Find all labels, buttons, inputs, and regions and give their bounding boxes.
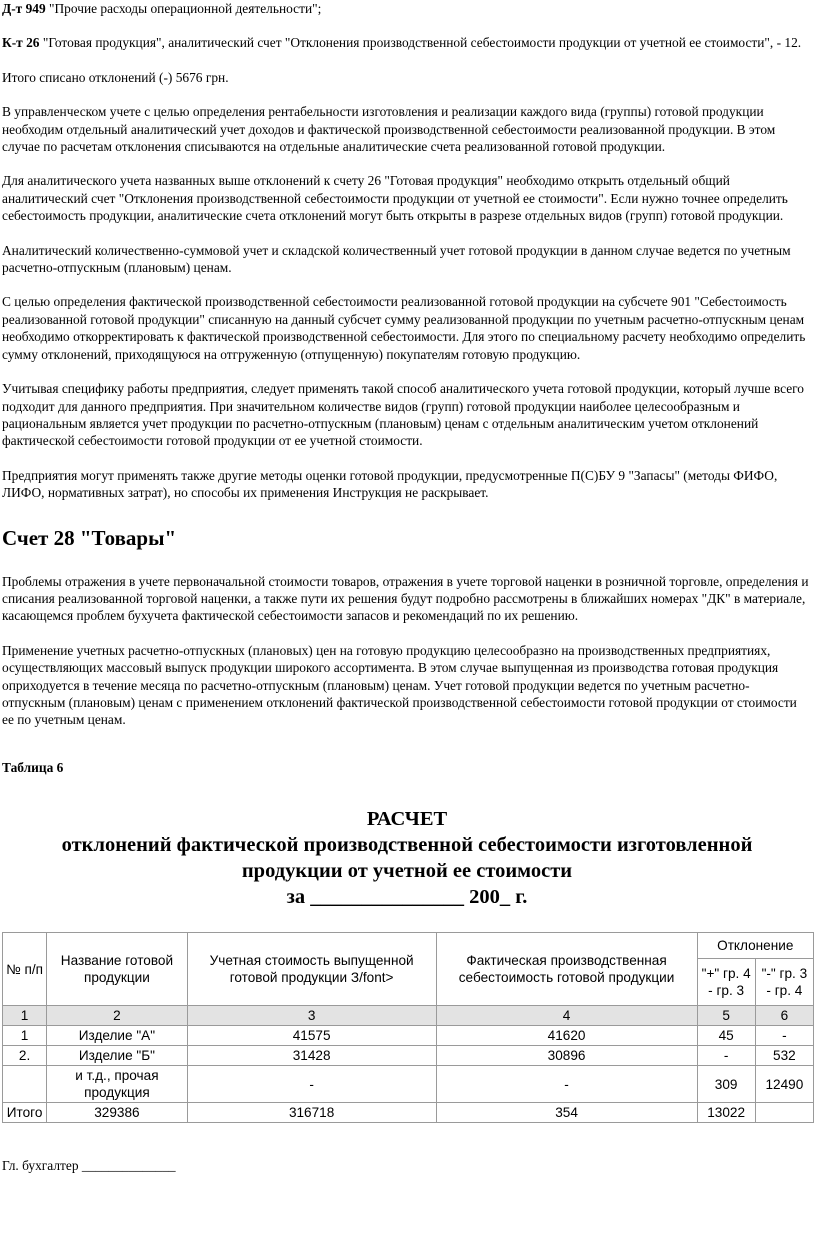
table-cell: 41575 [187,1026,436,1046]
header-actual-cost: Фактическая производственная себестоимость готовой продукции [436,933,697,1006]
table-header-row [3,933,814,959]
calc-title-line: отклонений фактической производственной себестоимости изготовленной [61,834,753,857]
paragraph: Аналитический количественно-суммовой учет и складской количественный учет готовой продукции в данном случае ведется по учетным расчетно-отпускным (плановым) ценам. [2,242,791,276]
table-cell: 329386 [47,1103,188,1123]
calc-title-line: за _______________ 200_ г. [286,886,528,909]
header-account-cost: Учетная стоимость выпущенной готовой продукции З/font> [187,933,436,1006]
table-cell: Изделие "А" [47,1026,188,1046]
table-cell [3,1066,47,1103]
table-cell: 2. [3,1046,47,1066]
table-row [3,1066,814,1103]
debit-entry [2,0,812,17]
table-row [3,1026,814,1046]
column-number: 4 [436,1006,697,1026]
deviation-table [2,932,814,1123]
paragraph: Проблемы отражения в учете первоначальной стоимости товаров, отражения в учете торговой наценки в розничной торговле, определения и списания реализованной торговой наценки, а также пути их решения будут подробно рассмотрены в ближайших номерах "ДК" в материале, касающемся проблем бухучета фактической себестоимости запасов и рекомендаций по их решению. [2,573,809,624]
table-total-row [3,1103,814,1123]
total-written-off: Итого списано отклонений (-) 5676 грн. [2,69,229,85]
debit-label: Д-т 949 [2,1,46,16]
table-cell: - [697,1046,755,1066]
header-deviation: Отклонение [697,933,813,959]
header-minus: "-" гр. 3 - гр. 4 [755,958,813,1005]
column-number: 1 [3,1006,47,1026]
credit-entry [2,34,812,51]
table-cell: 316718 [187,1103,436,1123]
table-cell: 1 [3,1026,47,1046]
column-number: 2 [47,1006,188,1026]
calc-title-line: продукции от учетной ее стоимости [241,860,573,883]
header-num: № п/п [3,933,47,1006]
table-cell: - [187,1066,436,1103]
credit-label: К-т 26 [2,35,40,51]
column-number: 6 [755,1006,813,1026]
column-number: 5 [697,1006,755,1026]
table-cell: 31428 [187,1046,436,1066]
document-body [2,0,812,1175]
table-row [3,1046,814,1066]
table-cell: 309 [697,1066,755,1103]
section-heading: Счет 28 "Товары" [2,525,177,550]
column-number: 3 [187,1006,436,1026]
table-cell: 41620 [436,1026,697,1046]
header-name: Название готовой продукции [47,933,188,1006]
header-plus: "+" гр. 4 - гр. 3 [697,958,755,1005]
table-caption: Таблица 6 [2,759,64,775]
paragraph: С целью определения фактической производственной себестоимости реализованной готовой продукции на субсчете 901 "Себестоимость реализованной готовой продукции" списанную на данный субсчет сумму реализованной продукции по учетным расчетно-отпускным ценам необходимо откорректировать к фактической производственной себестоимости. Для этого по специальному расчету необходимо определить сумму отклонений, приходящуюся на отгруженную (отпущенную) покупателям готовую продукцию. [2,294,806,362]
column-number-row [3,1006,814,1026]
table-cell: 12490 [755,1066,813,1103]
paragraph: Предприятия могут применять также другие методы оценки готовой продукции, предусмотренные П(С)БУ 9 "Запасы" (методы ФИФО, ЛИФО, нормативных затрат), но способы их применения Инструкция не раскрывает. [2,467,778,501]
credit-text: "Готовая продукция", аналитический счет "Отклонения производственной себестоимости продукции от учетной ее стоимости", - 12. [39,35,802,51]
paragraph: Учитывая специфику работы предприятия, следует применять такой способ аналитического учета готовой продукции, который лучше всего подходит для данного предприятия. При значительном количестве видов (групп) готовой продукции наиболее целесообразным и рациональным является учет продукции по расчетно-отпускным (плановым) ценам с отдельным аналитическим учетом отклонений фактической себестоимости готовой продукции от ее учетной стоимости. [2,381,804,449]
paragraph: Для аналитического учета названных выше отклонений к счету 26 "Готовая продукция" необходимо открыть отдельный общий аналитический счет "Отклонения производственной себестоимости продукции от учетной ее стоимости". Если нужно точнее определить себестоимость продукции, аналитические счета отклонений могут быть открыты в разрезе отдельных видов (групп) готовой продукции. [2,173,788,224]
calc-title-line: РАСЧЕТ [366,808,448,831]
table-cell: - [436,1066,697,1103]
table-cell: 13022 [697,1103,755,1123]
debit-text: "Прочие расходы операционной деятельности"; [45,1,322,16]
table-cell [755,1103,813,1123]
paragraph: В управленческом учете с целью определения рентабельности изготовления и реализации каждого вида (группы) готовой продукции необходим отдельный аналитический учет доходов и фактической производственной себестоимости реализованной продукции. В этом случае по расчетам отклонения списываются на отдельные аналитические счета реализованной готовой продукции. [2,104,776,155]
signature-line: Гл. бухгалтер ______________ [2,1158,176,1174]
table-cell: - [755,1026,813,1046]
table-cell: 532 [755,1046,813,1066]
table-cell: Изделие "Б" [47,1046,188,1066]
table-cell: и т.д., прочая продукция [47,1066,188,1103]
paragraph: Применение учетных расчетно-отпускных (плановых) цен на готовую продукцию целесообразно на производственных предприятиях, осуществляющих массовый выпуск продукции широкого ассортимента. В этом случае выпущенная из производства готовая продукция оприходуется в течение месяца по расчетно-отпускным (плановым) ценам. Учет готовой продукции ведется по учетным расчетно-отпускным (плановым) ценам с применением отклонений фактической производственной себестоимости готовой продукции от стоимости ее по учетным ценам. [2,642,797,728]
table-cell: 45 [697,1026,755,1046]
table-cell: 354 [436,1103,697,1123]
table-cell: Итого [3,1103,47,1123]
table-cell: 30896 [436,1046,697,1066]
calc-title [2,806,812,910]
